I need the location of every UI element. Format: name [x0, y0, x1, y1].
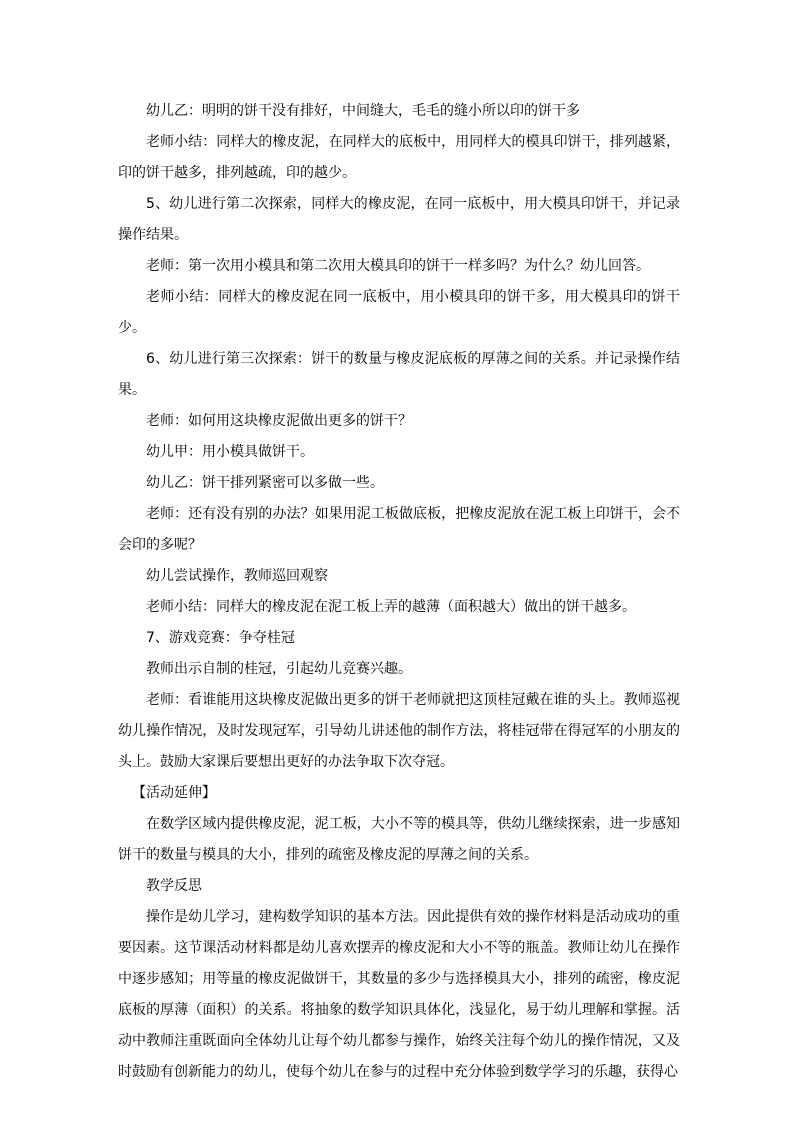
paragraph-step-6: 6、幼儿进行第三次探索：饼干的数量与橡皮泥底板的厚薄之间的关系。并记录操作结果。 [118, 351, 680, 398]
paragraph-teacher-question-3: 老师：还有没有别的办法？如果用泥工板做底板，把橡皮泥放在泥工板上印饼干，会不会印的多呢？ [118, 506, 680, 553]
paragraph-step-5: 5、幼儿进行第二次探索，同样大的橡皮泥，在同一底板中，用大模具印饼干，并记录操作结果。 [118, 196, 680, 243]
paragraph-teacher-summary-2: 老师小结：同样大的橡皮泥在同一底板中，用小模具印的饼干多，用大模具印的饼干少。 [118, 289, 680, 336]
paragraph-child-a-answer: 幼儿甲：用小模具做饼干。 [146, 444, 314, 460]
paragraph-teaching-reflection: 操作是幼儿学习，建构数学知识的基本方法。因此提供有效的操作材料是活动成功的重要因素。这节课活动材料都是幼儿喜欢摆弄的橡皮泥和大小不等的瓶盖。教师让幼儿在操作中逐步感知；用等量的橡皮泥做饼干，其数量的多少与选择模具大小，排列的疏密，橡皮泥底板的厚薄（面积）的关系。将抽象的数学知识具体化，浅显化，易于幼儿理解和掌握。活动中教师注重既面向全体幼儿让每个幼儿都参与操作，始终关注每个幼儿的操作情况，又及时鼓励有创新能力的幼儿，使每个幼儿在参与的过程中充分体验到数学学习的乐趣，获得心 [118, 909, 680, 1080]
paragraph-teacher-competition: 老师：看谁能用这块橡皮泥做出更多的饼干老师就把这顶桂冠戴在谁的头上。教师巡视幼儿操作情况，及时发现冠军，引导幼儿讲述他的制作方法，将桂冠带在得冠军的小朋友的头上。鼓励大家课后要想出更好的办法争取下次夺冠。 [118, 692, 680, 770]
paragraph-teacher-summary-1: 老师小结：同样大的橡皮泥，在同样大的底板中，用同样大的模具印饼干，排列越紧，印的饼干越多，排列越疏，印的越少。 [118, 134, 680, 181]
section-heading-teaching-reflection: 教学反思 [146, 878, 202, 894]
document-page [118, 96, 680, 1088]
paragraph-children-try: 幼儿尝试操作，教师巡回观察 [146, 568, 328, 584]
paragraph-child-b-comment: 幼儿乙：明明的饼干没有排好，中间缝大，毛毛的缝小所以印的饼干多 [146, 103, 580, 119]
paragraph-teacher-question-1: 老师：第一次用小模具和第二次用大模具印的饼干一样多吗？为什么？幼儿回答。 [146, 258, 650, 274]
paragraph-activity-extension: 在数学区域内提供橡皮泥，泥工板，大小不等的模具等，供幼儿继续探索，进一步感知饼干的数量与模具的大小，排列的疏密及橡皮泥的厚薄之间的关系。 [118, 816, 680, 863]
section-heading-activity-extension: 【活动延伸】 [132, 785, 216, 801]
paragraph-teacher-question-2: 老师：如何用这块橡皮泥做出更多的饼干？ [146, 413, 412, 429]
paragraph-teacher-summary-3: 老师小结：同样大的橡皮泥在泥工板上弄的越薄（面积越大）做出的饼干越多。 [146, 599, 636, 615]
paragraph-step-7: 7、游戏竞赛：争夺桂冠 [146, 630, 295, 646]
paragraph-show-crown: 教师出示自制的桂冠，引起幼儿竞赛兴趣。 [146, 661, 412, 677]
paragraph-child-b-answer: 幼儿乙：饼干排列紧密可以多做一些。 [146, 475, 384, 491]
